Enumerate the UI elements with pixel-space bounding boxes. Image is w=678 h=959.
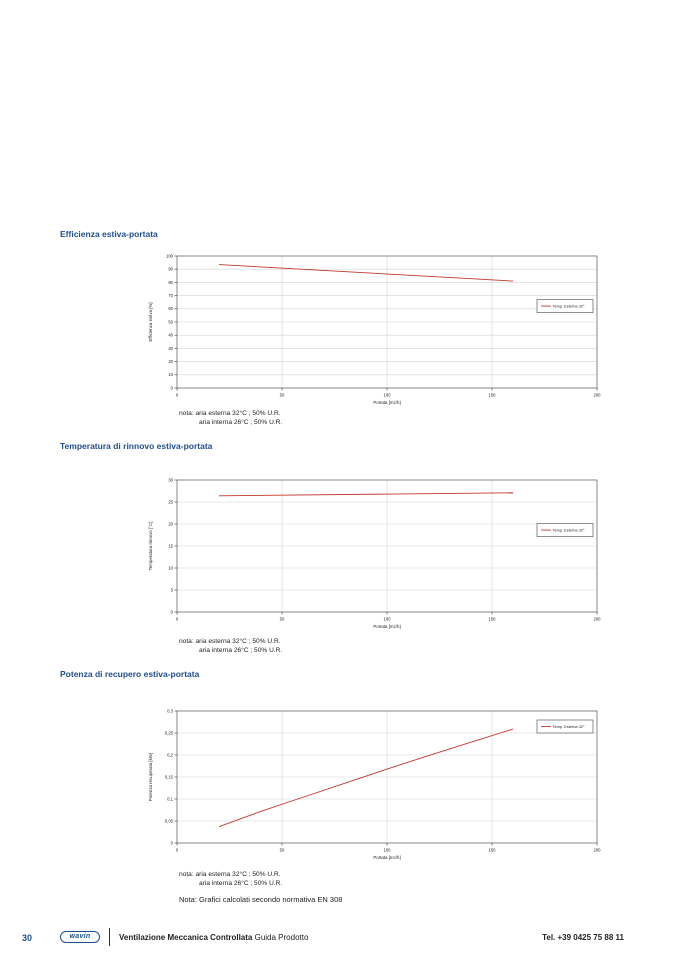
- x-axis-label: Portata [mc/h]: [373, 400, 401, 405]
- chart-efficienza: [140, 250, 610, 415]
- chart-3-note-line2: aria interna 26°C ; 50% U.R.: [199, 880, 283, 888]
- x-tick-label: 150: [488, 847, 496, 853]
- x-tick-label: 0: [175, 847, 179, 853]
- legend-label: Temp. Esterna 32°: [552, 527, 585, 533]
- x-tick-label: 50: [279, 847, 285, 853]
- chart-3-note: [179, 870, 282, 889]
- footer-divider: [109, 928, 110, 946]
- footer-title-light: Guida Prodotto: [254, 933, 309, 942]
- y-tick-label: 30: [168, 477, 173, 483]
- y-tick-label: 0,15: [164, 774, 173, 780]
- x-tick-label: 100: [383, 847, 391, 853]
- y-tick-label: 10: [168, 565, 173, 571]
- y-tick-label: 10: [168, 372, 173, 378]
- page-footer: [0, 928, 678, 948]
- y-tick-label: 0,2: [167, 752, 173, 758]
- x-axis-label: Portata [mc/h]: [373, 855, 401, 860]
- chart-3-title: Potenza di recupero estiva-portata: [60, 669, 200, 679]
- footnote: Nota: Grafici calcolati secondo normativa EN 308: [179, 895, 343, 904]
- chart-2-note-line2: aria interna 26°C ; 50% U.R.: [199, 647, 283, 655]
- footer-title-bold: Ventilazione Meccanica Controllata: [119, 933, 253, 942]
- page-number: 30: [22, 933, 33, 943]
- x-axis-label: Portata [mc/h]: [373, 624, 401, 629]
- y-tick-label: 100: [166, 253, 173, 259]
- chart-1-note-line2: aria interna 26°C ; 50% U.R.: [199, 419, 283, 427]
- chart-1-title: Efficienza estiva-portata: [60, 229, 158, 239]
- y-axis-label: Temperatura rinnovo [°C]: [148, 521, 153, 571]
- chart-1-note: [179, 409, 282, 428]
- y-tick-label: 20: [168, 521, 173, 527]
- chart-2-note-line1: nota: aria esterna 32°C ; 50% U.R.: [179, 638, 281, 645]
- y-tick-label: 30: [168, 345, 173, 351]
- x-tick-label: 150: [488, 392, 496, 398]
- series-line: [219, 493, 513, 496]
- x-tick-label: 100: [383, 616, 391, 622]
- y-tick-label: 40: [168, 332, 173, 338]
- chart-1-note-line1: nota: aria esterna 32°C ; 50% U.R.: [179, 410, 281, 417]
- y-tick-label: 60: [168, 306, 173, 312]
- y-tick-label: 0: [170, 385, 173, 391]
- y-axis-label: Potenza recuperata [kW]: [148, 752, 153, 802]
- y-tick-label: 0,3: [167, 708, 173, 714]
- x-tick-label: 200: [593, 616, 601, 622]
- chart-temperatura: [140, 474, 610, 639]
- series-line: [219, 265, 513, 282]
- chart-2-note: [179, 637, 282, 656]
- y-axis-label: Efficienza estiva [%]: [148, 302, 153, 342]
- y-tick-label: 70: [168, 293, 173, 298]
- x-tick-label: 50: [279, 616, 285, 622]
- series-line: [219, 729, 513, 827]
- chart-potenza: [140, 705, 610, 870]
- y-tick-label: 5: [170, 587, 173, 593]
- y-tick-label: 15: [168, 543, 173, 549]
- y-tick-label: 0: [170, 840, 173, 846]
- footer-title: [119, 933, 308, 942]
- footer-phone: Tel. +39 0425 75 88 11: [542, 933, 624, 942]
- y-tick-label: 80: [168, 279, 173, 285]
- y-tick-label: 20: [168, 359, 173, 364]
- legend-label: Temp. Esterna 32°: [552, 303, 585, 309]
- y-tick-label: 0,1: [167, 796, 173, 802]
- y-tick-label: 0,05: [164, 818, 173, 824]
- legend-label: Temp. Esterna 32°: [552, 723, 585, 729]
- x-tick-label: 50: [279, 392, 285, 398]
- x-tick-label: 150: [488, 616, 496, 622]
- x-tick-label: 200: [593, 392, 601, 398]
- y-tick-label: 0: [170, 609, 173, 615]
- chart-2-title: Temperatura di rinnovo estiva-portata: [60, 441, 213, 451]
- x-tick-label: 0: [175, 392, 179, 398]
- chart-3-note-line1: nota: aria esterna 32°C ; 50% U.R.: [179, 871, 281, 878]
- x-tick-label: 200: [593, 847, 601, 853]
- y-tick-label: 0,25: [164, 730, 173, 736]
- x-tick-label: 0: [175, 616, 179, 622]
- wavin-logo: wavin: [60, 931, 100, 943]
- x-tick-label: 100: [383, 392, 391, 398]
- y-tick-label: 25: [168, 499, 173, 505]
- y-tick-label: 50: [168, 319, 173, 325]
- y-tick-label: 90: [168, 266, 173, 272]
